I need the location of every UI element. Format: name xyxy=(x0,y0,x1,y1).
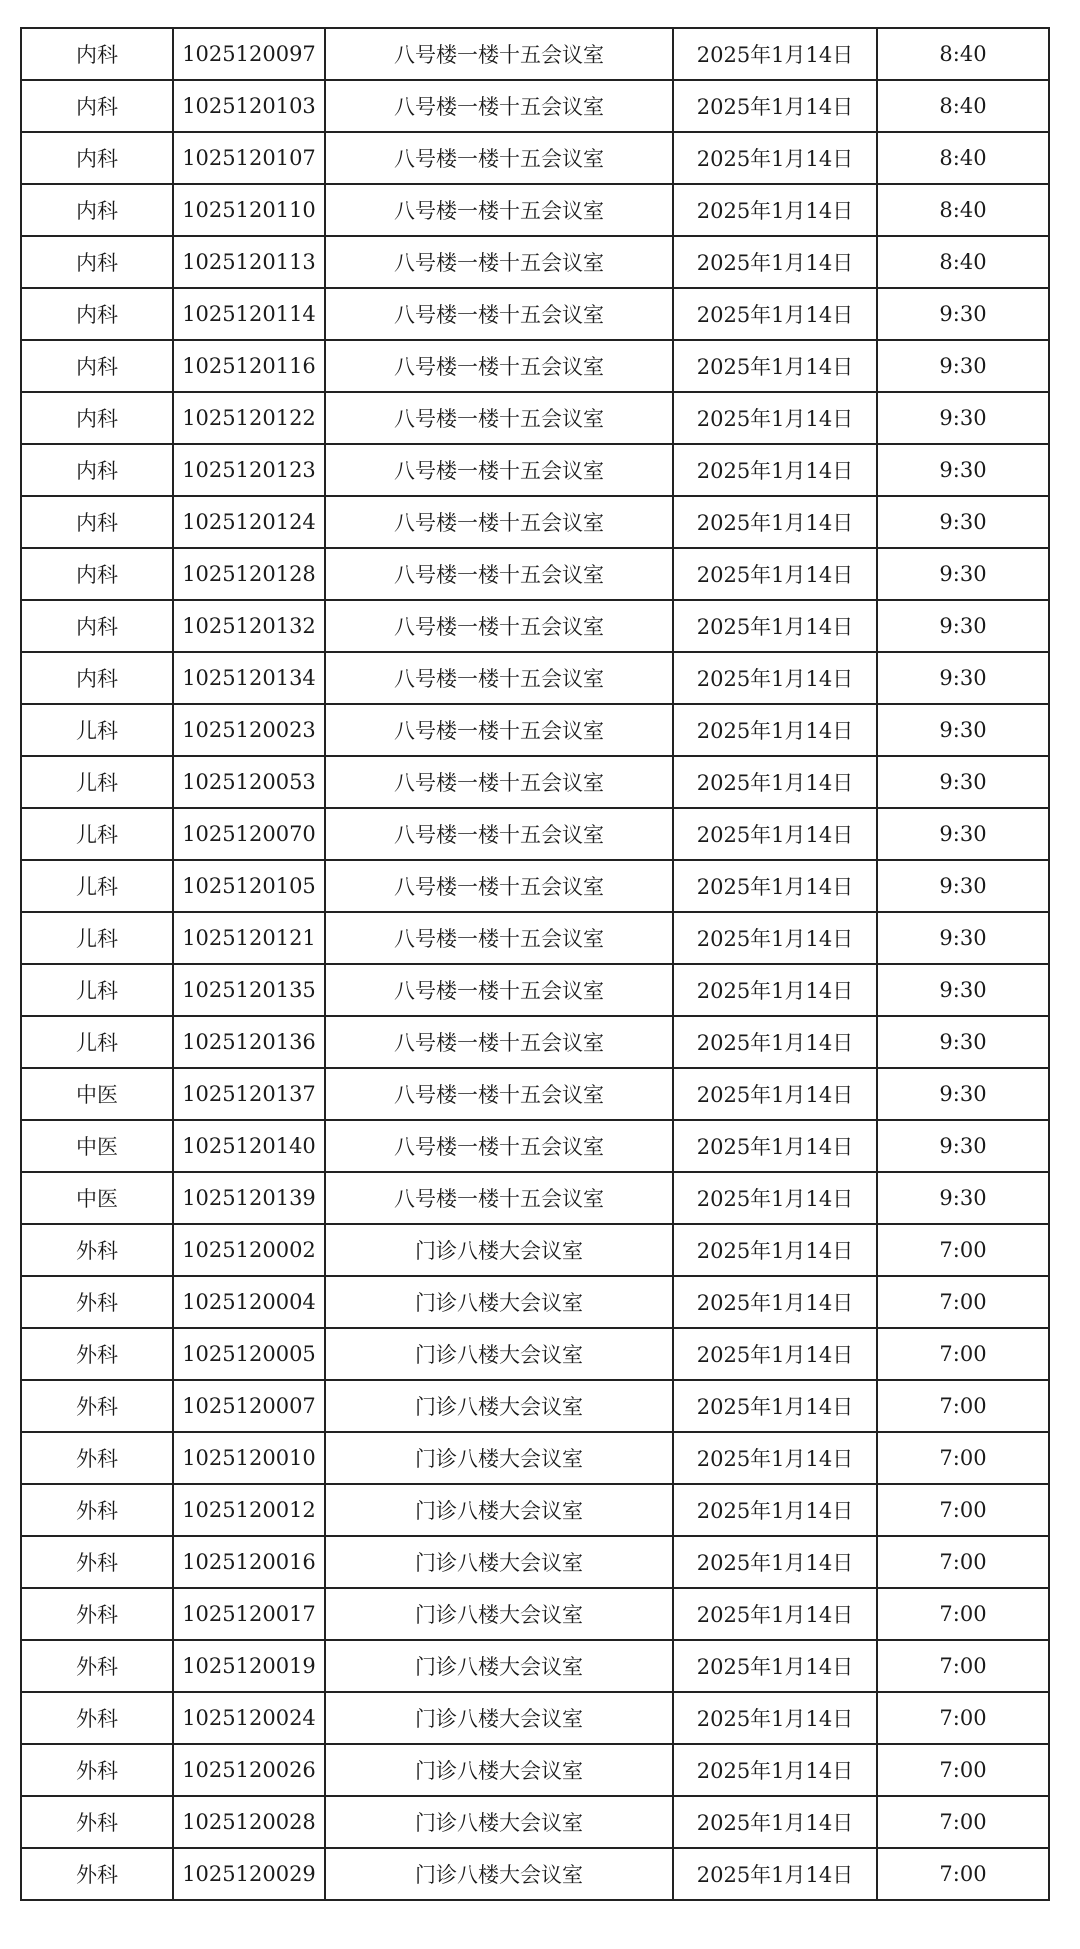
table-row xyxy=(21,912,1049,964)
time-cell: 7:00 xyxy=(877,1640,1049,1692)
schedule-table xyxy=(20,27,1050,1901)
location-cell: 门诊八楼大会议室 xyxy=(325,1848,673,1900)
location-cell: 八号楼一楼十五会议室 xyxy=(325,756,673,808)
date-cell: 2025年1月14日 xyxy=(673,1380,877,1432)
table-row xyxy=(21,600,1049,652)
time-cell: 9:30 xyxy=(877,652,1049,704)
table-row xyxy=(21,808,1049,860)
candidate-id-cell: 1025120124 xyxy=(173,496,325,548)
department-cell: 内科 xyxy=(21,132,173,184)
time-cell: 9:30 xyxy=(877,392,1049,444)
candidate-id-cell: 1025120123 xyxy=(173,444,325,496)
location-cell: 门诊八楼大会议室 xyxy=(325,1276,673,1328)
date-cell: 2025年1月14日 xyxy=(673,600,877,652)
department-cell: 外科 xyxy=(21,1328,173,1380)
location-cell: 八号楼一楼十五会议室 xyxy=(325,236,673,288)
department-cell: 内科 xyxy=(21,288,173,340)
table-row xyxy=(21,1692,1049,1744)
time-cell: 7:00 xyxy=(877,1224,1049,1276)
location-cell: 门诊八楼大会议室 xyxy=(325,1328,673,1380)
location-cell: 门诊八楼大会议室 xyxy=(325,1432,673,1484)
table-row xyxy=(21,964,1049,1016)
candidate-id-cell: 1025120023 xyxy=(173,704,325,756)
department-cell: 外科 xyxy=(21,1276,173,1328)
location-cell: 八号楼一楼十五会议室 xyxy=(325,80,673,132)
table-row xyxy=(21,1588,1049,1640)
department-cell: 外科 xyxy=(21,1380,173,1432)
time-cell: 9:30 xyxy=(877,1172,1049,1224)
candidate-id-cell: 1025120105 xyxy=(173,860,325,912)
date-cell: 2025年1月14日 xyxy=(673,860,877,912)
time-cell: 7:00 xyxy=(877,1692,1049,1744)
department-cell: 儿科 xyxy=(21,912,173,964)
time-cell: 9:30 xyxy=(877,340,1049,392)
date-cell: 2025年1月14日 xyxy=(673,28,877,80)
table-row xyxy=(21,1276,1049,1328)
candidate-id-cell: 1025120019 xyxy=(173,1640,325,1692)
candidate-id-cell: 1025120137 xyxy=(173,1068,325,1120)
date-cell: 2025年1月14日 xyxy=(673,1172,877,1224)
time-cell: 7:00 xyxy=(877,1328,1049,1380)
candidate-id-cell: 1025120113 xyxy=(173,236,325,288)
date-cell: 2025年1月14日 xyxy=(673,1848,877,1900)
date-cell: 2025年1月14日 xyxy=(673,184,877,236)
department-cell: 内科 xyxy=(21,28,173,80)
time-cell: 9:30 xyxy=(877,912,1049,964)
location-cell: 八号楼一楼十五会议室 xyxy=(325,132,673,184)
candidate-id-cell: 1025120136 xyxy=(173,1016,325,1068)
date-cell: 2025年1月14日 xyxy=(673,1432,877,1484)
candidate-id-cell: 1025120107 xyxy=(173,132,325,184)
date-cell: 2025年1月14日 xyxy=(673,80,877,132)
table-row xyxy=(21,1068,1049,1120)
location-cell: 八号楼一楼十五会议室 xyxy=(325,288,673,340)
time-cell: 9:30 xyxy=(877,1016,1049,1068)
date-cell: 2025年1月14日 xyxy=(673,1640,877,1692)
candidate-id-cell: 1025120012 xyxy=(173,1484,325,1536)
date-cell: 2025年1月14日 xyxy=(673,444,877,496)
location-cell: 八号楼一楼十五会议室 xyxy=(325,1120,673,1172)
department-cell: 中医 xyxy=(21,1120,173,1172)
time-cell: 7:00 xyxy=(877,1484,1049,1536)
candidate-id-cell: 1025120026 xyxy=(173,1744,325,1796)
department-cell: 外科 xyxy=(21,1744,173,1796)
department-cell: 儿科 xyxy=(21,1016,173,1068)
time-cell: 7:00 xyxy=(877,1796,1049,1848)
date-cell: 2025年1月14日 xyxy=(673,496,877,548)
date-cell: 2025年1月14日 xyxy=(673,132,877,184)
location-cell: 八号楼一楼十五会议室 xyxy=(325,548,673,600)
date-cell: 2025年1月14日 xyxy=(673,1692,877,1744)
time-cell: 9:30 xyxy=(877,860,1049,912)
date-cell: 2025年1月14日 xyxy=(673,1068,877,1120)
table-row xyxy=(21,1016,1049,1068)
date-cell: 2025年1月14日 xyxy=(673,704,877,756)
candidate-id-cell: 1025120070 xyxy=(173,808,325,860)
candidate-id-cell: 1025120029 xyxy=(173,1848,325,1900)
time-cell: 9:30 xyxy=(877,496,1049,548)
candidate-id-cell: 1025120134 xyxy=(173,652,325,704)
time-cell: 8:40 xyxy=(877,184,1049,236)
table-row xyxy=(21,1640,1049,1692)
date-cell: 2025年1月14日 xyxy=(673,340,877,392)
date-cell: 2025年1月14日 xyxy=(673,652,877,704)
table-row xyxy=(21,1848,1049,1900)
candidate-id-cell: 1025120114 xyxy=(173,288,325,340)
department-cell: 外科 xyxy=(21,1224,173,1276)
date-cell: 2025年1月14日 xyxy=(673,1276,877,1328)
candidate-id-cell: 1025120110 xyxy=(173,184,325,236)
location-cell: 八号楼一楼十五会议室 xyxy=(325,1172,673,1224)
time-cell: 7:00 xyxy=(877,1276,1049,1328)
department-cell: 内科 xyxy=(21,184,173,236)
date-cell: 2025年1月14日 xyxy=(673,964,877,1016)
time-cell: 8:40 xyxy=(877,236,1049,288)
location-cell: 八号楼一楼十五会议室 xyxy=(325,808,673,860)
department-cell: 外科 xyxy=(21,1692,173,1744)
table-row xyxy=(21,132,1049,184)
location-cell: 八号楼一楼十五会议室 xyxy=(325,184,673,236)
candidate-id-cell: 1025120007 xyxy=(173,1380,325,1432)
location-cell: 门诊八楼大会议室 xyxy=(325,1692,673,1744)
table-row xyxy=(21,80,1049,132)
department-cell: 外科 xyxy=(21,1796,173,1848)
time-cell: 7:00 xyxy=(877,1848,1049,1900)
table-row xyxy=(21,704,1049,756)
candidate-id-cell: 1025120097 xyxy=(173,28,325,80)
time-cell: 9:30 xyxy=(877,704,1049,756)
department-cell: 内科 xyxy=(21,236,173,288)
location-cell: 门诊八楼大会议室 xyxy=(325,1536,673,1588)
department-cell: 外科 xyxy=(21,1536,173,1588)
time-cell: 9:30 xyxy=(877,964,1049,1016)
candidate-id-cell: 1025120028 xyxy=(173,1796,325,1848)
location-cell: 八号楼一楼十五会议室 xyxy=(325,1016,673,1068)
date-cell: 2025年1月14日 xyxy=(673,236,877,288)
date-cell: 2025年1月14日 xyxy=(673,1484,877,1536)
table-row xyxy=(21,288,1049,340)
location-cell: 门诊八楼大会议室 xyxy=(325,1744,673,1796)
candidate-id-cell: 1025120140 xyxy=(173,1120,325,1172)
location-cell: 八号楼一楼十五会议室 xyxy=(325,652,673,704)
time-cell: 8:40 xyxy=(877,80,1049,132)
time-cell: 9:30 xyxy=(877,1120,1049,1172)
date-cell: 2025年1月14日 xyxy=(673,1224,877,1276)
date-cell: 2025年1月14日 xyxy=(673,548,877,600)
candidate-id-cell: 1025120024 xyxy=(173,1692,325,1744)
department-cell: 中医 xyxy=(21,1172,173,1224)
table-row xyxy=(21,1224,1049,1276)
time-cell: 9:30 xyxy=(877,548,1049,600)
date-cell: 2025年1月14日 xyxy=(673,1016,877,1068)
location-cell: 八号楼一楼十五会议室 xyxy=(325,912,673,964)
time-cell: 7:00 xyxy=(877,1432,1049,1484)
location-cell: 八号楼一楼十五会议室 xyxy=(325,704,673,756)
table-row xyxy=(21,1536,1049,1588)
time-cell: 9:30 xyxy=(877,600,1049,652)
location-cell: 八号楼一楼十五会议室 xyxy=(325,496,673,548)
candidate-id-cell: 1025120002 xyxy=(173,1224,325,1276)
date-cell: 2025年1月14日 xyxy=(673,392,877,444)
candidate-id-cell: 1025120122 xyxy=(173,392,325,444)
location-cell: 八号楼一楼十五会议室 xyxy=(325,340,673,392)
time-cell: 9:30 xyxy=(877,444,1049,496)
location-cell: 八号楼一楼十五会议室 xyxy=(325,860,673,912)
time-cell: 8:40 xyxy=(877,28,1049,80)
location-cell: 门诊八楼大会议室 xyxy=(325,1380,673,1432)
date-cell: 2025年1月14日 xyxy=(673,1588,877,1640)
time-cell: 7:00 xyxy=(877,1536,1049,1588)
table-row xyxy=(21,1328,1049,1380)
time-cell: 7:00 xyxy=(877,1588,1049,1640)
candidate-id-cell: 1025120053 xyxy=(173,756,325,808)
location-cell: 门诊八楼大会议室 xyxy=(325,1588,673,1640)
time-cell: 8:40 xyxy=(877,132,1049,184)
date-cell: 2025年1月14日 xyxy=(673,1536,877,1588)
schedule-table-body xyxy=(21,28,1049,1900)
department-cell: 外科 xyxy=(21,1484,173,1536)
time-cell: 9:30 xyxy=(877,288,1049,340)
time-cell: 7:00 xyxy=(877,1744,1049,1796)
candidate-id-cell: 1025120132 xyxy=(173,600,325,652)
department-cell: 外科 xyxy=(21,1588,173,1640)
date-cell: 2025年1月14日 xyxy=(673,808,877,860)
location-cell: 八号楼一楼十五会议室 xyxy=(325,600,673,652)
table-row xyxy=(21,1744,1049,1796)
time-cell: 9:30 xyxy=(877,756,1049,808)
table-row xyxy=(21,1796,1049,1848)
date-cell: 2025年1月14日 xyxy=(673,756,877,808)
table-row xyxy=(21,756,1049,808)
department-cell: 儿科 xyxy=(21,808,173,860)
table-row xyxy=(21,1172,1049,1224)
candidate-id-cell: 1025120004 xyxy=(173,1276,325,1328)
department-cell: 内科 xyxy=(21,496,173,548)
department-cell: 内科 xyxy=(21,444,173,496)
location-cell: 门诊八楼大会议室 xyxy=(325,1796,673,1848)
department-cell: 内科 xyxy=(21,340,173,392)
location-cell: 门诊八楼大会议室 xyxy=(325,1224,673,1276)
table-row xyxy=(21,184,1049,236)
location-cell: 门诊八楼大会议室 xyxy=(325,1484,673,1536)
department-cell: 内科 xyxy=(21,600,173,652)
table-row xyxy=(21,444,1049,496)
department-cell: 外科 xyxy=(21,1848,173,1900)
table-row xyxy=(21,548,1049,600)
candidate-id-cell: 1025120103 xyxy=(173,80,325,132)
table-row xyxy=(21,1432,1049,1484)
location-cell: 八号楼一楼十五会议室 xyxy=(325,28,673,80)
table-row xyxy=(21,236,1049,288)
time-cell: 9:30 xyxy=(877,808,1049,860)
candidate-id-cell: 1025120135 xyxy=(173,964,325,1016)
department-cell: 儿科 xyxy=(21,964,173,1016)
date-cell: 2025年1月14日 xyxy=(673,1328,877,1380)
department-cell: 中医 xyxy=(21,1068,173,1120)
location-cell: 门诊八楼大会议室 xyxy=(325,1640,673,1692)
table-row xyxy=(21,860,1049,912)
department-cell: 儿科 xyxy=(21,756,173,808)
date-cell: 2025年1月14日 xyxy=(673,1744,877,1796)
department-cell: 外科 xyxy=(21,1432,173,1484)
table-row xyxy=(21,392,1049,444)
department-cell: 内科 xyxy=(21,392,173,444)
candidate-id-cell: 1025120116 xyxy=(173,340,325,392)
candidate-id-cell: 1025120017 xyxy=(173,1588,325,1640)
date-cell: 2025年1月14日 xyxy=(673,1796,877,1848)
table-row xyxy=(21,340,1049,392)
location-cell: 八号楼一楼十五会议室 xyxy=(325,1068,673,1120)
candidate-id-cell: 1025120016 xyxy=(173,1536,325,1588)
candidate-id-cell: 1025120010 xyxy=(173,1432,325,1484)
candidate-id-cell: 1025120005 xyxy=(173,1328,325,1380)
table-row xyxy=(21,1120,1049,1172)
time-cell: 7:00 xyxy=(877,1380,1049,1432)
table-row xyxy=(21,1484,1049,1536)
location-cell: 八号楼一楼十五会议室 xyxy=(325,444,673,496)
date-cell: 2025年1月14日 xyxy=(673,912,877,964)
department-cell: 内科 xyxy=(21,548,173,600)
date-cell: 2025年1月14日 xyxy=(673,288,877,340)
candidate-id-cell: 1025120139 xyxy=(173,1172,325,1224)
table-row xyxy=(21,652,1049,704)
table-row xyxy=(21,28,1049,80)
location-cell: 八号楼一楼十五会议室 xyxy=(325,392,673,444)
department-cell: 内科 xyxy=(21,80,173,132)
location-cell: 八号楼一楼十五会议室 xyxy=(325,964,673,1016)
time-cell: 9:30 xyxy=(877,1068,1049,1120)
table-row xyxy=(21,496,1049,548)
department-cell: 外科 xyxy=(21,1640,173,1692)
department-cell: 儿科 xyxy=(21,860,173,912)
candidate-id-cell: 1025120121 xyxy=(173,912,325,964)
department-cell: 儿科 xyxy=(21,704,173,756)
date-cell: 2025年1月14日 xyxy=(673,1120,877,1172)
department-cell: 内科 xyxy=(21,652,173,704)
candidate-id-cell: 1025120128 xyxy=(173,548,325,600)
table-row xyxy=(21,1380,1049,1432)
